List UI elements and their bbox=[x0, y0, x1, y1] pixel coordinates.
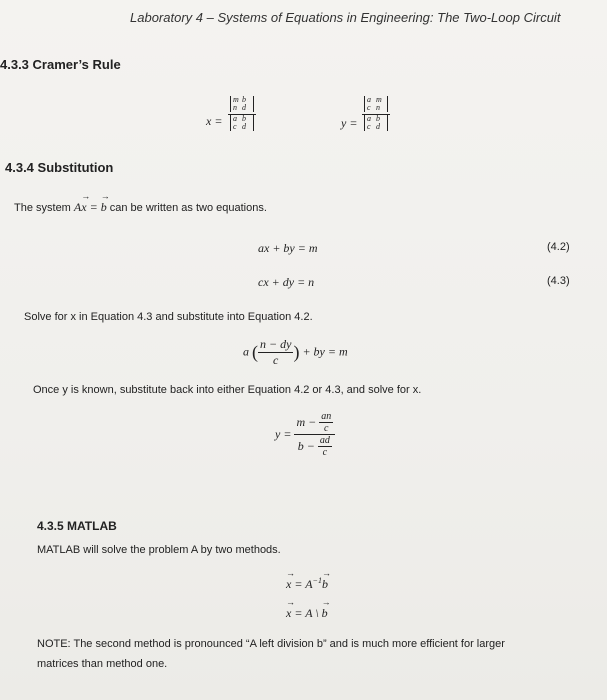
cramer-y-fraction bbox=[362, 96, 390, 133]
cramer-x-label: x = bbox=[206, 114, 223, 128]
cramer-heading: 4.3.3 Cramer’s Rule bbox=[0, 57, 121, 72]
page-header: Laboratory 4 – Systems of Equations in Engineering: The Two-Loop Circuit bbox=[130, 10, 561, 25]
cramer-x-fraction bbox=[228, 96, 256, 133]
y-solution-equation: y = m − $\frac{an}{c}$ b − $\frac{ad}{c}$ bbox=[275, 411, 335, 458]
substitution-equation: a ( $\frac{n - dy}{c}$ ) + by = m bbox=[243, 337, 348, 367]
substitution-intro: The system A→ x = → b can be written as two equations. bbox=[14, 200, 267, 215]
equation-4-2-number: (4.2) bbox=[547, 241, 570, 253]
equation-4-2: ax + by = m bbox=[258, 241, 318, 255]
cramer-x-numerator-det: m b n d bbox=[230, 96, 254, 112]
matlab-heading: 4.3.5 MATLAB bbox=[37, 519, 117, 533]
cramer-y-numerator-det: a m c n bbox=[364, 96, 388, 112]
equation-4-3-number: (4.3) bbox=[547, 275, 570, 287]
solve-instruction: Solve for x in Equation 4.3 and substitute into Equation 4.2. bbox=[24, 311, 313, 323]
matlab-intro: MATLAB will solve the problem A by two methods. bbox=[37, 544, 281, 556]
matlab-method-one: → $x = A^{-1}\to b$ bbox=[286, 576, 328, 592]
note-line-1: NOTE: The second method is pronounced “A left division b” and is much more efficient for larger bbox=[37, 638, 505, 650]
note-line-2: matrices than method one. bbox=[37, 658, 168, 670]
cramer-x-denominator-det: a b c d bbox=[230, 115, 254, 131]
cramer-y-denominator-det: a b c d bbox=[364, 115, 388, 131]
matlab-method-two: → x = A \ → b bbox=[286, 606, 328, 621]
substitution-heading: 4.3.4 Substitution bbox=[5, 160, 114, 175]
equation-4-3: cx + dy = n bbox=[258, 275, 315, 289]
once-y-known-text: Once y is known, substitute back into either Equation 4.2 or 4.3, and solve for x. bbox=[33, 384, 422, 396]
cramer-y-label: y = bbox=[341, 116, 358, 130]
